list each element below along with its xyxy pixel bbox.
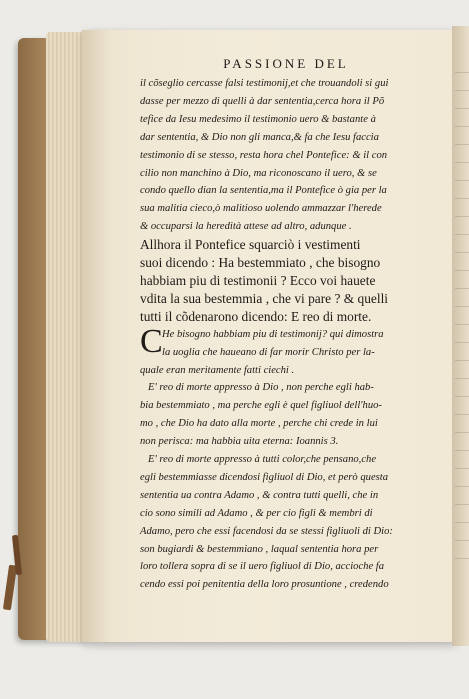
text-line: bia bestemmiato , ma perche egli è quel figliuol dell'huo- [140,400,382,412]
text-line: cilio non manchino à Dio, ma riconoscano il uero, & se [140,167,377,179]
text-line: suoi dicendo : Ha bestemmiato , che bisogno [140,255,381,271]
ink-show-through [455,60,469,560]
text-line: tutti il cõdenarono dicendo: E reo di morte. [140,308,372,324]
text-line: condo quello dian la sententia,ma il Pontefice ò gia per la [140,185,387,197]
page-edges [46,32,86,642]
text-line: testimonio di se stesso, resta hora chel Pontefice: & il con [140,149,388,161]
text-line: loro tollera sopra di se il uero figliuol di Dio, accioche fa [140,561,385,573]
text-line: sua malitia cieco,ò malitioso uolendo ammazzar l'herede [140,203,382,215]
text-line: Adamo, pero che essi facendosi da se stessi figliuoli di Dio: [140,525,393,537]
paragraph-3 [140,322,432,380]
text-line: habbiam piu di testimonii ? Ecco voi hauete [140,272,376,288]
text-line: sententia ua contra Adamo , & contra tutti quelli, che in [140,489,379,501]
text-line: He bisogno habbiam piu di testimonij? qui dimostra [162,328,384,340]
text-line: egli bestemmiasse dicendosi figliuol di Dio, et però questa [140,471,389,483]
text-line: la uoglia che haueano di far morir Christo per la- [162,346,375,358]
running-head: PASSIONE DEL [223,56,349,71]
paragraph-4 [140,379,432,451]
drop-cap: C [140,322,163,360]
text-line: E' reo di morte appresso à tutti color,che pensano,che [148,454,377,466]
text-line: il cõseglio cercasse falsi testimonij,et che trouandoli si gui [140,78,389,89]
text-line: son bugiardi & bestemmiano , laqual sententia hora per [140,543,379,555]
text-line: dar sententia, & Dio non gli manca,& fa che Iesu faccia [140,131,379,143]
text-line: dasse per mezzo di quelli à dar sententia,cerca hora il Põ [140,95,385,107]
text-line: tefice da Iesu medesimo il testimonio uero & bastante à [140,113,376,125]
paragraph-1 [140,75,432,236]
text-line: cendo essi poi penitentia della loro prosuntione , credendo [140,579,389,591]
text-line: & occuparsi la heredità attese ad altro, adunque . [140,221,352,233]
text-line: non perisca: ma habbia uita eterna: Ioannis 3. [140,436,339,448]
text-line: mo , che Dio ha dato alla morte , perche chi crede in lui [140,418,378,430]
text-line: cio sono simili ad Adamo , & per cio figli & membri di [140,507,373,519]
text-line: E' reo di morte appresso à Dio , non perche egli hab- [148,382,374,394]
text-line: vdita la sua bestemmia , che vi pare ? & quelli [140,290,389,306]
page-text-block [140,56,432,594]
paragraph-2-scripture [140,236,432,326]
text-line: Allhora il Pontefice squarciò i vestimenti [140,237,361,253]
text-line: quale eran meritamente fatti ciechi . [140,364,295,376]
paragraph-5 [140,451,432,594]
